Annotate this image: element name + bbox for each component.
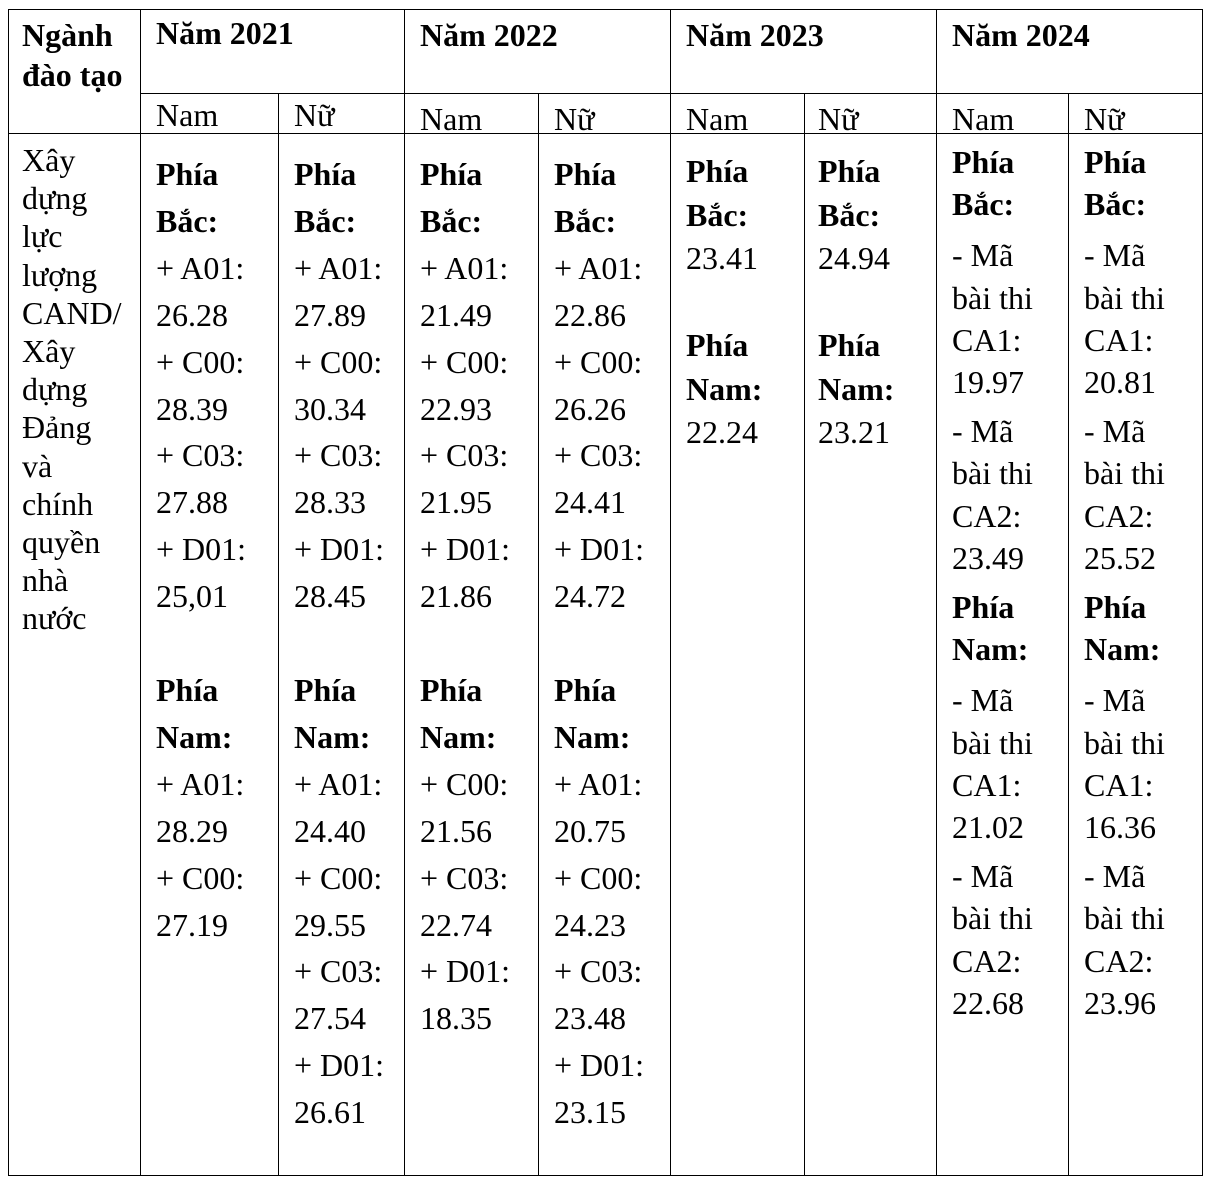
header-gender-male: Nam bbox=[952, 101, 1015, 137]
score-cell-2024-female: Phía Bắc: - Mã bài thi CA1: 20.81 - Mã bài thi CA2: 25.52 Phía Nam: - Mã bài thi CA1: 16.36 - Mã bài thi CA2: 23.96 bbox=[1084, 144, 1165, 1021]
header-year-2023: Năm 2023 bbox=[686, 17, 824, 53]
header-gender-female: Nữ bbox=[1084, 101, 1125, 137]
header-gender-female: Nữ bbox=[294, 97, 335, 133]
col-divider bbox=[670, 9, 671, 1176]
row-divider bbox=[8, 133, 1203, 134]
score-cell-2023-female: Phía Bắc: 24.94 Phía Nam: 23.21 bbox=[818, 153, 895, 450]
score-cell-2023-male: Phía Bắc: 23.41 Phía Nam: 22.24 bbox=[686, 153, 763, 450]
col-divider bbox=[936, 9, 937, 1176]
header-field-label: Ngành đào tạo bbox=[22, 17, 123, 93]
header-year-2022: Năm 2022 bbox=[420, 17, 558, 53]
col-divider bbox=[404, 9, 405, 1176]
header-year-2024: Năm 2024 bbox=[952, 17, 1090, 53]
score-cell-2021-male: Phía Bắc: + A01: 26.28 + C00: 28.39 + C03: 27.88 + D01: 25,01 Phía Nam: + A01: 28.29 + C00: 27.19 bbox=[156, 156, 247, 943]
score-cell-2021-female: Phía Bắc: + A01: 27.89 + C00: 30.34 + C03: 28.33 + D01: 28.45 Phía Nam: + A01: 24.40 + C00: 29.55 + C03: 27.54 + D01: 26.61 bbox=[294, 156, 385, 1131]
score-cell-2024-male: Phía Bắc: - Mã bài thi CA1: 19.97 - Mã bài thi CA2: 23.49 Phía Nam: - Mã bài thi CA1: 21.02 - Mã bài thi CA2: 22.68 bbox=[952, 144, 1033, 1021]
header-gender-male: Nam bbox=[686, 101, 749, 137]
header-gender-female: Nữ bbox=[554, 101, 595, 137]
field-name-cell: Xây dựng lực lượng CAND/ Xây dựng Đảng và chính quyền nhà nước bbox=[22, 142, 122, 637]
header-gender-female: Nữ bbox=[818, 101, 859, 137]
score-cell-2022-male: Phía Bắc: + A01: 21.49 + C00: 22.93 + C03: 21.95 + D01: 21.86 Phía Nam: + C00: 21.56 + C03: 22.74 + D01: 18.35 bbox=[420, 156, 511, 1037]
row-divider bbox=[140, 93, 1203, 94]
col-divider bbox=[1068, 93, 1069, 1176]
col-divider bbox=[278, 93, 279, 1176]
col-divider bbox=[804, 93, 805, 1176]
header-gender-male: Nam bbox=[156, 97, 219, 133]
header-gender-male: Nam bbox=[420, 101, 483, 137]
score-cell-2022-female: Phía Bắc: + A01: 22.86 + C00: 26.26 + C03: 24.41 + D01: 24.72 Phía Nam: + A01: 20.75 + C00: 24.23 + C03: 23.48 + D01: 23.15 bbox=[554, 156, 645, 1131]
header-year-2021: Năm 2021 bbox=[156, 15, 294, 51]
col-divider bbox=[140, 9, 141, 1176]
col-divider bbox=[538, 93, 539, 1176]
